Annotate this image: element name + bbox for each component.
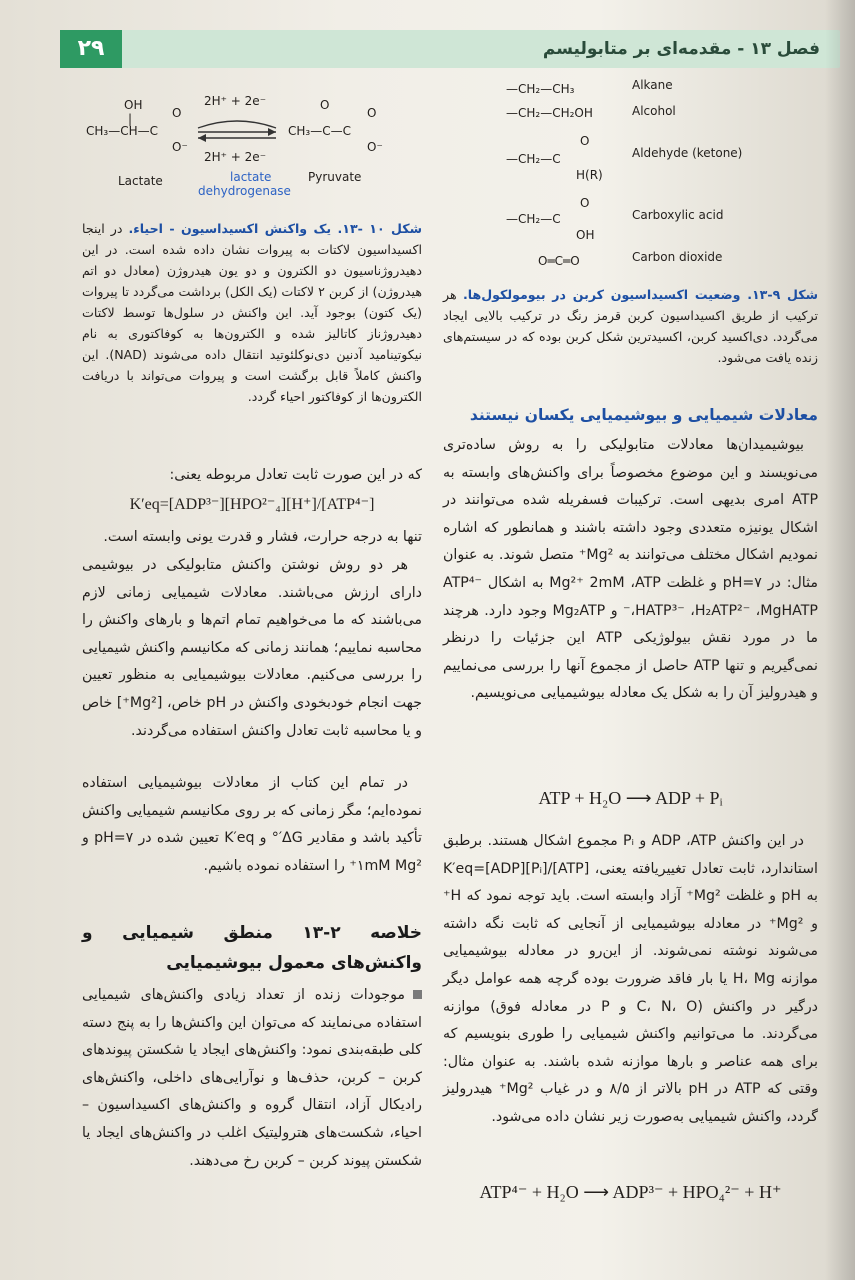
lactate-label: Lactate bbox=[118, 174, 163, 188]
alcohol-formula: —CH₂—CH₂OH bbox=[506, 106, 593, 120]
figure-9-caption-title: شکل ۹-۱۳. وضعیت اکسیداسیون کربن در بیومولکول‌ها. bbox=[462, 287, 818, 302]
figure-10-caption bbox=[82, 218, 422, 404]
section-title: معادلات شیمیایی و بیوشیمیایی یکسان نیستند bbox=[469, 406, 818, 424]
summary-bullet-text: موجودات زنده از تعداد زیادی واکنش‌های شیمیایی استفاده می‌نمایند که می‌توان این واکنش‌ها را به پنج دسته کلی طبقه‌بندی نمود: واکنش‌های ایجاد یا شکستن پیوندهای کربن – کربن، حذف‌ها و نوآرایی‌های داخلی، واکنش‌های رادیکال آزاد، انتقال گروه و واکنش‌های اکسیداسیون – احیاء، شکست‌های هترولیتیک اغلب در واکنش‌های ایجاد یا شکستن پیوند کربن – کربن رخ می‌دهند. bbox=[82, 987, 422, 1169]
left-p2: تنها به درجه حرارت، فشار و قدرت یونی وابسته است. bbox=[103, 529, 422, 545]
figure-10-diagram bbox=[82, 90, 422, 200]
aldehyde-hr: H(R) bbox=[576, 168, 603, 182]
page-number: ۲۹ bbox=[60, 30, 122, 68]
aldehyde-formula: —CH₂—C bbox=[506, 152, 561, 166]
summary-bullet bbox=[82, 982, 422, 1175]
enzyme-label-1: lactate bbox=[230, 170, 272, 184]
right-p2: در این واکنش ADP ،ATP و Pᵢ مجموع اشکال هستند. برطبق استاندارد، ثابت تعادل تغییریافته یعنی، K′eq=[ADP][Pᵢ]/[ATP] به pH و غلظت Mg²⁺ آزاد وابسته است. باید توجه نمود که H⁺ و Mg²⁺ در معادله بیوشیمیایی از آنجایی که ثابت نگه داشته می‌شوند نوشته نمی‌شوند. از این‌رو در معادله بیوشیمیایی موازنه H، Mg یا بار فاقد ضرورت بوده گرچه همه عوامل دیگر درگیر در واکنش (C، N، O و P در معادله فوق) موازنه می‌گردند. ما می‌توانیم واکنش شیمیایی را طوری بنویسیم که برای همه عناصر و بارها موازنه شده باشند. به عنوان مثال: وقتی که ATP در pH بالاتر از ۸/۵ و در غیاب Mg²⁺ هیدرولیز گردد، واکنش شیمیایی به‌صورت زیر نشان داده می‌شود. bbox=[443, 833, 819, 1125]
acid-oh: OH bbox=[576, 228, 595, 242]
left-p3: هر دو روش نوشتن واکنش متابولیکی در بیوشیمی دارای ارزش می‌باشند. معادلات شیمیایی زمانی لازم می‌باشند که ما می‌خواهیم تمام اتم‌ها و بارهای واکنش را محاسبه نماییم؛ همانند زمانی که مکانیسم واکنش شیمیایی را بررسی می‌کنیم. معادلات بیوشیمیایی به منظور تعیین جهت انجام خودبخودی واکنش در pH خاص، [Mg²⁺] خاص و یا محاسبه ثابت تعادل واکنش استفاده می‌گردند. bbox=[82, 557, 422, 739]
figure-9-caption-body: هر ترکیب از طریق اکسیداسیون کربن قرمز رنگ در ترکیب بالایی ایجاد می‌گردد. دی‌اکسید کربن، اکسیدترین شکل کربن بوده که در سیستم‌های زنده یافت می‌شود. bbox=[443, 287, 818, 365]
co2-formula: O═C═O bbox=[538, 254, 580, 268]
right-p1: بیوشیمیدان‌ها معادلات متابولیکی را به روش ساده‌تری می‌نویسند و این موضوع مخصوصاً برای واکنش‌های وابسته به ATP امری بدیهی است. ترکیبات فسفریله شده می‌توانند در اشکال یونیزه متعددی وجود داشته باشند و همانطور که اشاره نمودیم اشکال مختلف می‌توانند به Mg²⁺ متصل شوند. به عنوان مثال: در pH=۷ و غلظت Mg²⁺ 2mM ،ATP به اشکال ATP⁴⁻ ،HATP³⁻ ،H₂ATP²⁻ ،MgHATP⁻ و Mg₂ATP وجود دارد. هرچند ما در مورد نقش بیولوژیکی ATP این جزئیات را درنظر نمی‌گیریم و تنها ATP حاصل از مجموع آنها را بررسی می‌نماییم و هیدرولیز آن را به شکل یک معادله بیوشیمیایی می‌نویسیم. bbox=[443, 437, 818, 702]
chapter-title: فصل ۱۳ - مقدمه‌ای بر متابولیسم bbox=[542, 39, 820, 59]
lactate-oh: OH bbox=[124, 98, 143, 112]
bottom-arrow-label: 2H⁺ + 2e⁻ bbox=[204, 150, 267, 164]
lactate-bond: | bbox=[128, 112, 133, 126]
pyruvate-o: O bbox=[367, 106, 377, 120]
atp-chemical-equation: ATP⁴⁻ + H₂O ⟶ ADP³⁻ + HPO₄²⁻ + H⁺ bbox=[479, 1182, 782, 1202]
alkane-formula: —CH₂—CH₃ bbox=[506, 82, 575, 96]
figure-10-caption-body: در اینجا اکسیداسیون لاکتات به پیروات نشان داده شده است. در این دهیدروژناسیون دو الکترون و دو یون هیدروژن (معادل دو اتم هیدروژن) از کربن ۲ لاکتات (یک الکل) برداشت می‌گردد تا پیروات (یک کتون) بوجود آید. این واکنش در سلول‌ها توسط لاکتات دهیدروژناز کاتالیز شده و الکترون‌ها به کوفاکتوری به نام نیکوتینامید آدنین دی‌نوکلئوتید انتقال داده می‌شوند (NAD). این واکنش کاملاً قابل برگشت است و پیروات می‌تواند با دریافت الکترون‌ها از کوفاکتور احیاء گردد. bbox=[82, 221, 422, 404]
top-arrow-label: 2H⁺ + 2e⁻ bbox=[204, 94, 267, 108]
figure-9-caption bbox=[443, 284, 818, 380]
left-p1: که در این صورت ثابت تعادل مربوطه یعنی: bbox=[169, 467, 422, 483]
pyruvate-label: Pyruvate bbox=[308, 170, 362, 184]
alcohol-name: Alcohol bbox=[632, 104, 676, 118]
summary-title: خلاصه ۲-۱۳ منطق شیمیایی و واکنش‌های معمول بیوشیمیایی bbox=[82, 923, 422, 973]
enzyme-label-2: dehydrogenase bbox=[198, 184, 291, 198]
keq-equation: K′eq=[ADP³⁻][HPO²⁻₄][H⁺]/[ATP⁴⁻] bbox=[129, 496, 375, 513]
bullet-square-icon bbox=[413, 990, 422, 999]
pyruvate-o-minus: O⁻ bbox=[367, 140, 383, 154]
left-p4: در تمام این کتاب از معادلات بیوشیمیایی استفاده نموده‌ایم؛ مگر زمانی که بر روی مکانیسم شیمیایی واکنش تأکید باشد و مقادیر ΔG′° و K′eq تعیین شده در pH=۷ و ۱mM Mg²⁺ را استفاده نموده باشیم. bbox=[82, 775, 422, 874]
page-header bbox=[60, 30, 840, 68]
acid-name: Carboxylic acid bbox=[632, 208, 724, 222]
acid-formula: —CH₂—C bbox=[506, 212, 561, 226]
figure-9-diagram bbox=[500, 76, 810, 272]
pyruvate-formula: CH₃—C—C bbox=[288, 124, 351, 138]
acid-o: O bbox=[580, 196, 590, 210]
alkane-name: Alkane bbox=[632, 78, 673, 92]
aldehyde-name: Aldehyde (ketone) bbox=[632, 146, 743, 160]
lactate-formula: CH₃—CH—C bbox=[86, 124, 158, 138]
co2-name: Carbon dioxide bbox=[632, 250, 723, 264]
atp-hydrolysis-equation: ATP + H₂O ⟶ ADP + Pᵢ bbox=[538, 788, 723, 808]
lactate-o-minus: O⁻ bbox=[172, 140, 188, 154]
page-edge-shadow bbox=[825, 0, 855, 1280]
lactate-o: O bbox=[172, 106, 182, 120]
figure-10-caption-title: شکل ۱۰ -۱۳. یک واکنش اکسیداسیون - احیاء. bbox=[128, 221, 423, 236]
reaction-arrows bbox=[192, 114, 282, 150]
pyruvate-o-top: O bbox=[320, 98, 330, 112]
aldehyde-o: O bbox=[580, 134, 590, 148]
